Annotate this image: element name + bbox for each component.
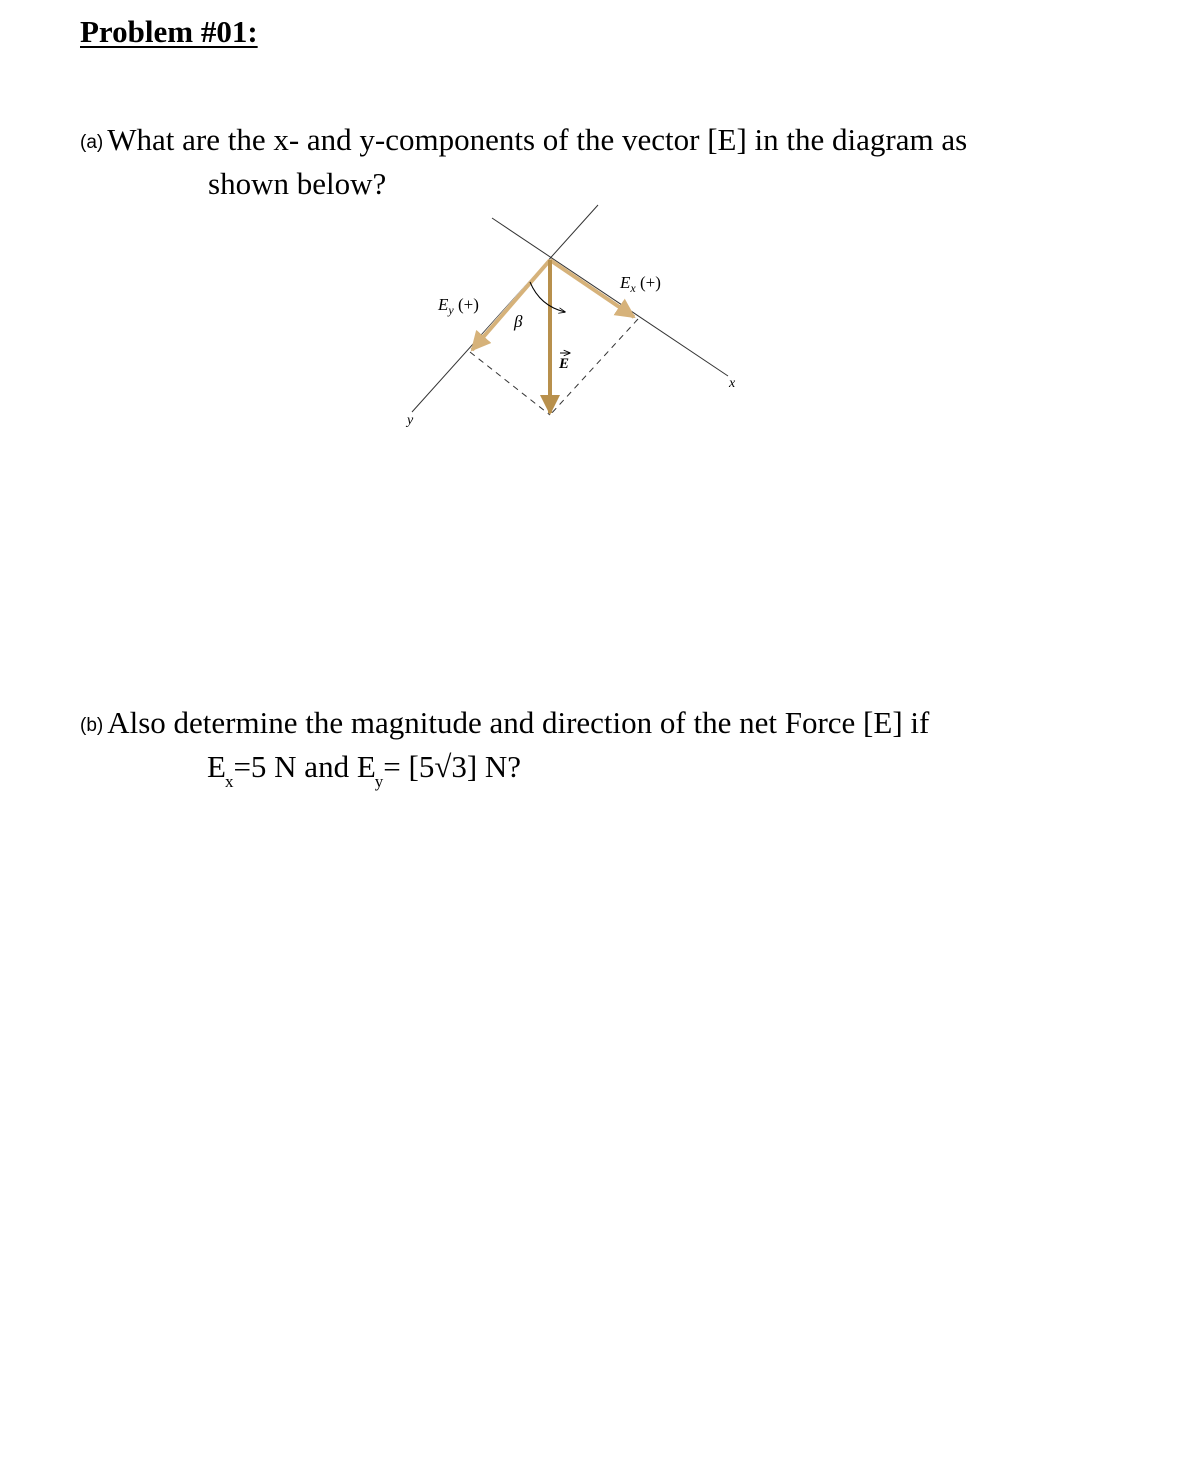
ey-symbol: E: [356, 749, 376, 784]
ex-value: =5 N and: [233, 749, 357, 784]
ey-component-arrow: [472, 260, 550, 350]
dashed-line-left: [470, 352, 550, 415]
question-b-line2: [80, 746, 929, 792]
question-a-label: (a): [80, 132, 104, 153]
question-a: [80, 119, 967, 204]
vector-diagram: [380, 200, 760, 440]
question-b-label: (b): [80, 715, 104, 736]
ex-symbol: E: [207, 749, 226, 784]
x-axis-label: x: [729, 376, 736, 391]
ey-subscript: y: [374, 772, 384, 791]
e-vector-label: E: [559, 356, 570, 372]
beta-angle-arc: [530, 282, 565, 312]
ex-label: $E_x$ (+): [620, 273, 661, 295]
question-a-line1: What are the x- and y-components of the vector [E] in the diagram as: [107, 122, 968, 157]
y-axis-label: y: [407, 413, 414, 428]
ey-label: $E_y$ (+): [438, 295, 479, 317]
question-b: [80, 702, 929, 792]
question-b-line1: Also determine the magnitude and direction of the net Force [E] if: [107, 705, 930, 740]
ex-subscript: x: [224, 772, 234, 791]
question-a-line2: shown below?: [208, 166, 387, 201]
x-axis-line: [492, 218, 728, 376]
ey-value: = [5√3] N?: [383, 749, 522, 784]
problem-title: Problem #01:: [80, 14, 258, 49]
beta-label: β: [514, 312, 523, 331]
